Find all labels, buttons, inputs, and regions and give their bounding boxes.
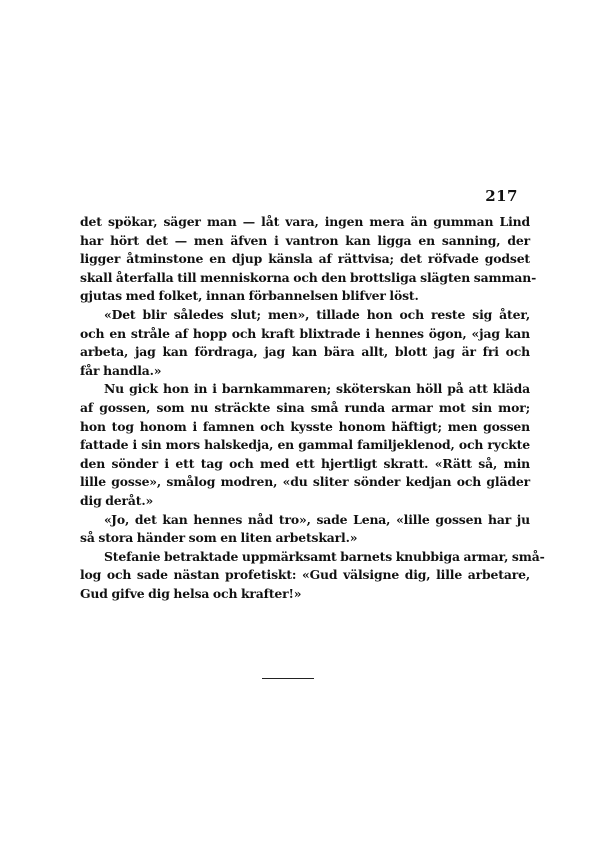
text-line: af gossen, som nu sträckte sina små runda armar mot sin mor; bbox=[80, 399, 530, 415]
text-line: fattade i sin mors halskedja, en gammal familjeklenod, och ryckte bbox=[80, 437, 530, 453]
text-line: «Det blir således slut; men», tillade hon och reste sig åter, bbox=[104, 306, 530, 322]
section-end-rule bbox=[262, 678, 314, 679]
text-line: arbeta, jag kan fördraga, jag kan bära allt, blott jag är fri och bbox=[80, 344, 530, 360]
text-line: «Jo, det kan hennes nåd tro», sade Lena, «lille gossen har ju bbox=[104, 511, 530, 527]
text-line: ligger åtminstone en djup känsla af rättvisa; det röfvade godset bbox=[80, 251, 530, 267]
text-line: Nu gick hon in i barnkammaren; sköterskan höll på att kläda bbox=[104, 381, 530, 397]
text-line: den sönder i ett tag och med ett hjertligt skratt. «Rätt så, min bbox=[80, 455, 530, 471]
text-line: gjutas med folket, innan förbannelsen blifver löst. bbox=[80, 288, 419, 304]
text-line: Gud gifve dig helsa och krafter!» bbox=[80, 585, 302, 601]
text-line: skall återfalla till menniskorna och den brottsliga slägten samman- bbox=[80, 269, 537, 285]
body-text bbox=[80, 213, 545, 603]
text-line: hon tog honom i famnen och kysste honom häftigt; men gossen bbox=[80, 418, 530, 434]
text-line: dig deråt.» bbox=[80, 492, 154, 508]
text-line: Stefanie betraktade uppmärksamt barnets knubbiga armar, små- bbox=[104, 548, 545, 564]
text-line: har hört det — men äfven i vantron kan ligga en sanning, der bbox=[80, 232, 530, 248]
text-line: så stora händer som en liten arbetskarl.» bbox=[80, 530, 358, 546]
text-line: får handla.» bbox=[80, 362, 162, 378]
page-number: 217 bbox=[485, 187, 518, 205]
text-line: lille gosse», smålog modren, «du sliter sönder kedjan och gläder bbox=[80, 474, 530, 490]
text-line: och en stråle af hopp och kraft blixtrade i hennes ögon, «jag kan bbox=[80, 325, 530, 341]
text-line: det spökar, säger man — låt vara, ingen mera än gumman Lind bbox=[80, 214, 530, 229]
text-line: log och sade nästan profetiskt: «Gud välsigne dig, lille arbetare, bbox=[80, 567, 530, 583]
